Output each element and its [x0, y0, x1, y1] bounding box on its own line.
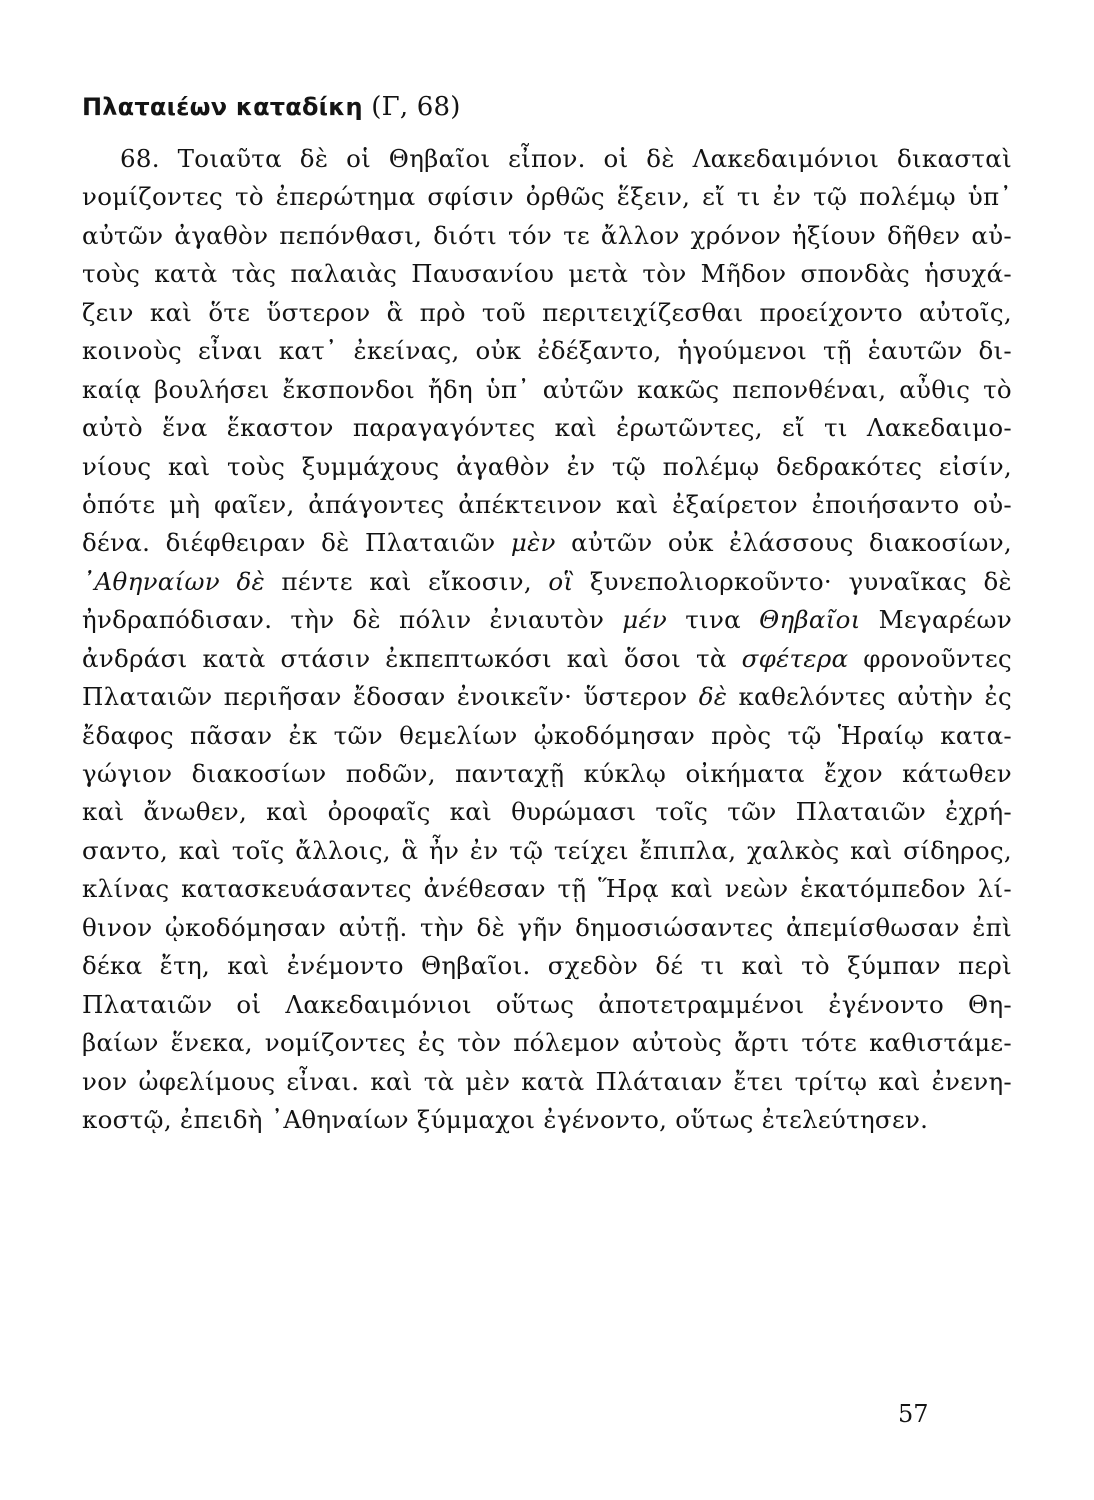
text-segment: 68. Τοιαῦτα δὲ οἱ Θηβαῖοι εἶπον. οἱ δὲ Λακεδαιμόνιοι δικασταὶ [120, 144, 1012, 173]
text-segment: ἠνδραπόδισαν. τὴν δὲ πόλιν ἐνιαυτὸν [82, 605, 623, 635]
italic-text: Θηβαῖοι [759, 605, 861, 635]
text-line [82, 678, 1012, 716]
text-segment: κοινοὺς εἶναι κατ᾽ ἐκείνας, οὐκ ἐδέξαντο, ἡγούμενοι τῇ ἑαυτῶν δι- [82, 336, 1012, 366]
text-segment: Πλαταιῶν περιῆσαν ἔδοσαν ἐνοικεῖν· ὕστερον [82, 682, 699, 712]
text-segment: αὐτῶν οὐκ ἐλάσσους διακοσίων, [555, 528, 1012, 558]
text-line [82, 870, 1012, 908]
italic-text: δὲ [698, 682, 728, 712]
text-segment: πέντε καὶ εἴκοσιν, [264, 566, 549, 596]
text-segment: καίᾳ βουλήσει ἔκσπονδοι ἤδη ὑπ᾽ αὐτῶν κακῶς πεπονθέναι, αὖθις τὸ [82, 374, 1012, 404]
text-segment: καὶ ἄνωθεν, καὶ ὀροφαῖς καὶ θυρώμασι τοῖς τῶν Πλαταιῶν ἐχρή- [82, 797, 1012, 827]
chapter-text [82, 140, 1012, 1139]
italic-text: οἳ [548, 566, 574, 596]
section-heading [82, 92, 461, 122]
heading-reference: (Γ, 68) [371, 92, 461, 122]
text-segment: νίους καὶ τοὺς ξυμμάχους ἀγαθὸν ἐν τῷ πολέμῳ δεδρακότες εἰσίν, [82, 451, 1012, 481]
page-number: 57 [898, 1400, 929, 1428]
text-segment: δένα. διέφθειραν δὲ Πλαταιῶν [82, 528, 511, 558]
italic-text: μὲν [510, 528, 556, 558]
text-segment: κοστῷ, ἐπειδὴ ᾽Αθηναίων ξύμμαχοι ἐγένοντο, οὕτως ἐτελεύτησεν. [82, 1104, 929, 1134]
text-line [82, 332, 1012, 370]
text-segment: καθελόντες αὐτὴν ἐς [727, 682, 1012, 712]
text-segment: φρονοῦντες [848, 643, 1013, 673]
text-segment: τοὺς κατὰ τὰς παλαιὰς Παυσανίου μετὰ τὸν Μῆδον σπονδὰς ἡσυχά- [82, 259, 1012, 289]
text-line [82, 717, 1012, 755]
text-segment: ὁπότε μὴ φαῖεν, ἀπάγοντες ἀπέκτεινον καὶ ἐξαίρετον ἐποιήσαντο οὐ- [82, 489, 1012, 519]
text-segment: αὐτῶν ἀγαθὸν πεπόνθασι, διότι τόν τε ἄλλον χρόνον ἠξίουν δῆθεν αὐ- [82, 220, 1012, 250]
text-line [82, 1024, 1012, 1062]
text-segment: νομίζοντες τὸ ἐπερώτημα σφίσιν ὀρθῶς ἕξειν, εἴ τι ἐν τῷ πολέμῳ ὑπ᾽ [82, 182, 1012, 212]
text-segment: κλίνας κατασκευάσαντες ἀνέθεσαν τῇ Ἥρᾳ καὶ νεὼν ἑκατόμπεδον λί- [82, 874, 1012, 904]
italic-text: μέν [622, 605, 668, 635]
text-segment: γώγιον διακοσίων ποδῶν, πανταχῇ κύκλῳ οἰκήματα ἔχον κάτωθεν [82, 759, 1012, 788]
italic-text: σφέτερα [741, 643, 849, 673]
text-segment: Πλαταιῶν οἱ Λακεδαιμόνιοι οὕτως ἀποτετραμμένοι ἐγένοντο Θη- [82, 989, 1012, 1019]
text-line [82, 947, 1012, 985]
text-segment: ζειν καὶ ὅτε ὕστερον ἃ πρὸ τοῦ περιτειχίζεσθαι προείχοντο αὐτοῖς, [82, 297, 1012, 327]
text-segment: ἀνδράσι κατὰ στάσιν ἐκπεπτωκόσι καὶ ὅσοι τὰ [82, 643, 742, 673]
text-line [82, 371, 1012, 409]
text-line [82, 1101, 1012, 1139]
text-line [82, 909, 1012, 947]
text-segment: τινα [667, 605, 760, 635]
text-segment: ξυνεπολιορκοῦντο· γυναῖκας δὲ [573, 566, 1012, 596]
text-line [82, 486, 1012, 524]
text-segment: σαντο, καὶ τοῖς ἄλλοις, ἃ ἦν ἐν τῷ τείχει ἔπιπλα, χαλκὸς καὶ σίδηρος, [82, 835, 1012, 865]
text-segment: Μεγαρέων [860, 605, 1013, 635]
text-segment: αὐτὸ ἕνα ἕκαστον παραγαγόντες καὶ ἐρωτῶντες, εἴ τι Λακεδαιμο- [82, 413, 1012, 443]
text-line [82, 563, 1012, 601]
text-line [82, 832, 1012, 870]
text-segment: θινον ᾠκοδόμησαν αὐτῇ. τὴν δὲ γῆν δημοσιώσαντες ἀπεμίσθωσαν ἐπὶ [82, 912, 1012, 942]
text-segment: δέκα ἔτη, καὶ ἐνέμοντο Θηβαῖοι. σχεδὸν δέ τι καὶ τὸ ξύμπαν περὶ [82, 951, 1012, 981]
text-line [82, 1063, 1012, 1101]
text-line [82, 294, 1012, 332]
italic-text: ᾽Αθηναίων δὲ [82, 566, 265, 596]
text-line [82, 409, 1012, 447]
text-segment: βαίων ἕνεκα, νομίζοντες ἐς τὸν πόλεμον αὐτοὺς ἄρτι τότε καθιστάμε- [82, 1028, 1012, 1058]
text-line [82, 255, 1012, 293]
text-line [82, 524, 1012, 562]
text-segment: ἔδαφος πᾶσαν ἐκ τῶν θεμελίων ᾠκοδόμησαν πρὸς τῷ Ἡραίῳ κατα- [82, 720, 1012, 750]
text-line [82, 755, 1012, 793]
text-line [82, 986, 1012, 1024]
text-segment: νον ὠφελίμους εἶναι. καὶ τὰ μὲν κατὰ Πλάταιαν ἔτει τρίτῳ καὶ ἐνενη- [82, 1066, 1012, 1096]
text-line [82, 217, 1012, 255]
text-line [82, 140, 1012, 178]
text-line [82, 601, 1012, 639]
heading-title: Πλαταιέων καταδίκη [82, 93, 363, 121]
text-line [82, 640, 1012, 678]
text-line [82, 178, 1012, 216]
text-line [82, 448, 1012, 486]
text-line [82, 793, 1012, 831]
